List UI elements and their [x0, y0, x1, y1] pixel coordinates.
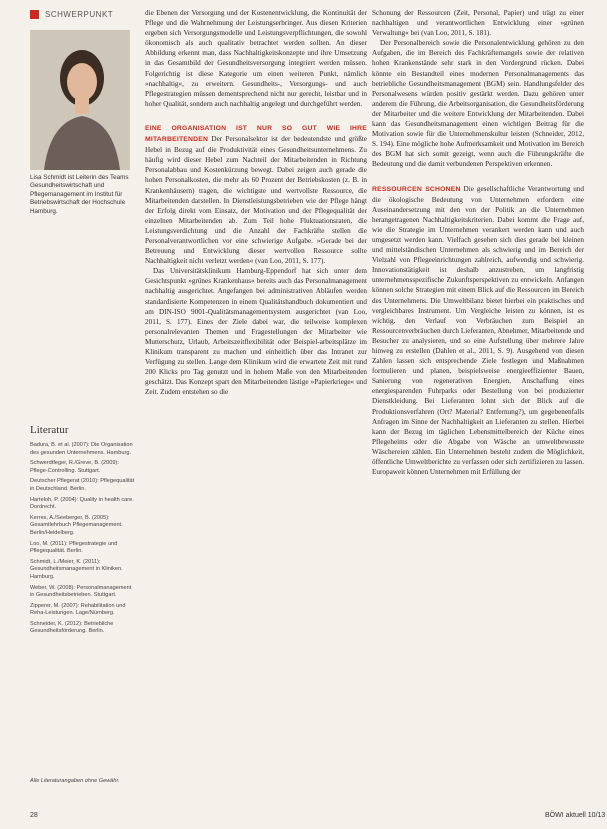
literature-item: Schmidt, L./Meier, K. (2011): Gesundheitsmanagement in Kliniken. Hamburg.	[30, 558, 123, 580]
portrait-icon	[30, 30, 130, 170]
literature-footnote: Alle Literaturangaben ohne Gewähr.	[30, 778, 120, 784]
article-column-2	[145, 8, 367, 397]
subheading: EINE ORGANISATION IST NUR SO GUT WIE IHRE MITARBEITENDEN	[145, 124, 367, 144]
paragraph	[145, 123, 367, 266]
literature-item: Harteloh, P. (2004): Quality in health care. Dordrecht.	[30, 496, 134, 511]
literature-item: Schneider, K. (2012): Betriebliche Gesundheitsförderung. Berlin.	[30, 620, 114, 635]
paragraph-text: Die gesellschaftliche Verantwortung und die ökologische Bedeutung von Unternehmen erfordern eine Auseinandersetzung mit den von der Politik an die Unternehmen herangetragenen Nachhaltigkeitskriterien. Dabei kommt die Frage auf, wie die Strategie im Unternehmen verankert werden kann und auch umgesetzt werden kann. Vielfach gesehen sich dies gerade bei kleinen und mittelständischen Unternehmen als schwierig und im Bereich der Vielzahl von Pflegeeinrichtungen zahlreich, aufwendig und schwierig. Innovationstätigkeit ist deshalb anzustreben, um langfristig unternehmensspezifische Zukunftsperspektiven zu entwickeln. Anfangen können solche Strategien mit einem Blick auf die Ressourcen im Bereich des Unternehmens. Die Umweltbilanz bietet hierbei ein praktisches und vergleichbares Instrument. Um Vergleiche leisten zu können, ist es wichtig, den Verlauf von Verbräuchen zum Beispiel an Ressourcenverbräuchen durch Lieferanten, Abnehmer, Mitarbeitende und Besucher zu analysieren, und so eine Aufstellung über mehrere Jahre hinweg zu erstellen (Dahlen et al., 2011, S. 9). Ausgehend von diesen Zahlen lassen sich entsprechende Ziele festlegen und Maßnahmen formulieren und planen, beispielsweise energieeffizienter Bauen, Sanierung von regenerativen Energien, Anschaffung eines energiesparenden Fuhrparks oder Bestellung von bei produzierter Dienstkleidung. Bei Lieferanten lohnt sich der Blick auf die Produktionsverfahren (Ort? Material? Entfernung?), um gegebenenfalls Anfragen im Sinne der Nachhaltigkeit an Lieferanten zu stellen. Hierbei kann der Bezug im täglichen Lebensmittelbereich der Küche eines Pflegeheims oder die Abgabe von Wäsche an umweltbewusste Wäschereien zählen. Ein Unternehmen besteht zudem die Möglichkeit, öffentliche Umweltberichte zu verfassen oder sich zertifizieren zu lassen. Europaweit können Unternehmen mit Erfüllung der	[372, 184, 585, 477]
magazine-name: BÖWI aktuell 10/13	[545, 812, 606, 819]
photo-caption: Lisa Schmidt ist Leiterin des Teams Gesundheitswirtschaft und Pflegemanagement im Institut für Betriebswirtschaft der Hochschule Hamburg.	[30, 174, 129, 215]
literature-item: Kerres, A./Seeberger, B. (2005): Gesamtlehrbuch Pflegemanagement. Berlin/Heidelberg.	[30, 514, 123, 536]
section-label: SCHWERPUNKT	[45, 10, 114, 19]
literature-item: Loo, M. (2011): Pflegestrategie und Pflegequalität. Berlin.	[30, 540, 118, 555]
literature-list	[30, 442, 135, 639]
paragraph: Der Personalbereich sowie die Personalentwicklung gehören zu den Aufgaben, die im Bereich des Fachkräftemangels sowie der relativen hohen Krankenstände sehr stark in den Vordergrund rücken. Dabei könnte ein Bestandteil eines modernen Personalmanagements das betriebliche Gesundheitsmanagement (BGM) sein. Handlungsfelder des Personalwesens würden positiv gestärkt werden. Dazu gehören unter anderem die Führung, die Arbeitsorganisation, die Gesundheitsförderung der Mitarbeiter und die weitere Entwicklung der Mitarbeitenden. Dabei kann das Gesundheitsmanagement einen wichtigen Beitrag für die Motivation sowie für die Unternehmenskultur leisten (Schneider, 2012, S. 194). Eine mögliche hohe Aufmerksamkeit und Motivation im Bereich des BGM hat sich somit gezeigt, wenn auch die Führungskräfte die Bedeutung und die damit verbundenen Perspektiven erkennen.	[372, 39, 584, 169]
paragraph: Schonung der Ressourcen (Zeit, Personal, Papier) und trägt zu einer nachhaltigen und verantwortlichen Entwicklung einer »grünen Verwaltung« bei (van Loo, 2011, S. 181).	[372, 9, 584, 38]
paragraph-text: Der Personalsektor ist der bedeutendste und größte Hebel in Bezug auf die Produktivität eines Gesundheitsunternehmens. Zu häufig wird dieser Hebel zum Nachteil der Mitarbeitenden in Richtung Personalabbau und Kostenkürzung bewegt. Dabei zeigen auch gerade die hohen Personalkosten, die mehr als 60 Prozent der Betriebskosten (z. B. in Krankenhäusern) tragen, die wichtigste und wertvollste Ressource, die Mitarbeitenden darstellen. In Dienstleistungsbetrieben wie der Pflege hängt der Erfolg direkt vom Einsatz, der Motivation und der Pflegequalität der einzelnen Mitarbeitenden ab. Zum Teil hohe Fluktuationsraten, die Leistungsverdichtung und die Anzahl der Fachkräfte stellen die Personalverantwortlichen vor eine schwierige Aufgabe. »Gerade bei der Betreuung und Entwicklung dieser wertvollen Ressource sollte Nachhaltigkeit nicht verletzt werden« (van Loo, 2011, S. 177).	[145, 135, 367, 266]
section-header	[30, 10, 113, 19]
author-photo	[30, 30, 130, 170]
literature-item: Zipperer, M. (2007): Rehabilitation und Reha-Leistungen. Lage/Nürnberg.	[30, 602, 126, 617]
paragraph: Das Universitätsklinikum Hamburg-Eppendorf hat sich unter dem Gesichtspunkt »grünes Krankenhaus« bereits auch das Personalmanagement nachhaltig ausgerichtet. Angefangen bei administrativen Abläufen werden standardisierte Kompetenzen in einem Qualitätshandbuch dokumentiert und am DIN-ISO 9001-Qualitätsmanagementsystem ausgerichtet (van Loo, 2011, S. 177). Eines der Ziele dabei war, die teilweise komplexen personalrelevanten Themen und Fragestellungen der Mitarbeiter wie Mutterschutz, Urlaub, Arbeitszeitflexibilität oder Beispiel-arbeitsplätze im Klinikum transparent zu machen und einheitlich über das Intranet zur Verfügung zu stellen. Lange dem Klinikum wird die erwartete Zeit mit rund 200 Klicks pro Tag genutzt und in hohem Maße von den Mitarbeitenden geschätzt. Das Konzept spart den Mitarbeitenden lästige »Papierkriege« und Zeit. Zudem entstehen so die	[145, 267, 367, 397]
literature-item: Weber, W. (2008): Personalmanagement in Gesundheitsbetrieben. Stuttgart.	[30, 584, 132, 599]
literature-title: Literatur	[30, 424, 69, 436]
section-marker	[30, 10, 39, 19]
paragraph: die Ebenen der Versorgung und der Kostenentwicklung, die Kontinuität der Pflege und die Wahrnehmung der Leistungserbringer. Aus diesen Kriterien ergeben sich Versorgungsmodelle und Leistungsverpflichtungen, die sowohl ökonomisch als auch qualitativ betrachtet werden sollten. An dieser Abbildung erkennt man, dass Nachhaltigkeitskonzepte und ihre Umsetzung in das Gesamtbild der Gesundheitsversorgung integriert werden müssen. Folgerichtig ist diese Kategorie um einen weiteren Punkt, nämlich »nachhaltig«, zu erweitern. Gesundheits-, Versorgungs- und auch Pflegestrategien müssen dementsprechend nicht nur gerecht, leistbar und in hoher Qualität, sondern auch nachhaltig angelegt und durchgeführt werden.	[145, 9, 367, 108]
article-column-3	[372, 8, 584, 477]
literature-item: Schwerdtfeger, R./Greve, B. (2009): Pflege-Controlling. Stuttgart.	[30, 460, 119, 474]
literature-item: Deutscher Pflegerat (2010): Pflegequalität in Deutschland. Berlin.	[30, 478, 135, 492]
subheading: RESSOURCEN SCHONEN	[372, 185, 461, 193]
page-number: 28	[30, 812, 38, 819]
paragraph	[372, 184, 584, 478]
literature-item: Badura, B. et al. (2007): Die Organisation des gesunden Unternehmens. Hamburg.	[30, 442, 133, 456]
